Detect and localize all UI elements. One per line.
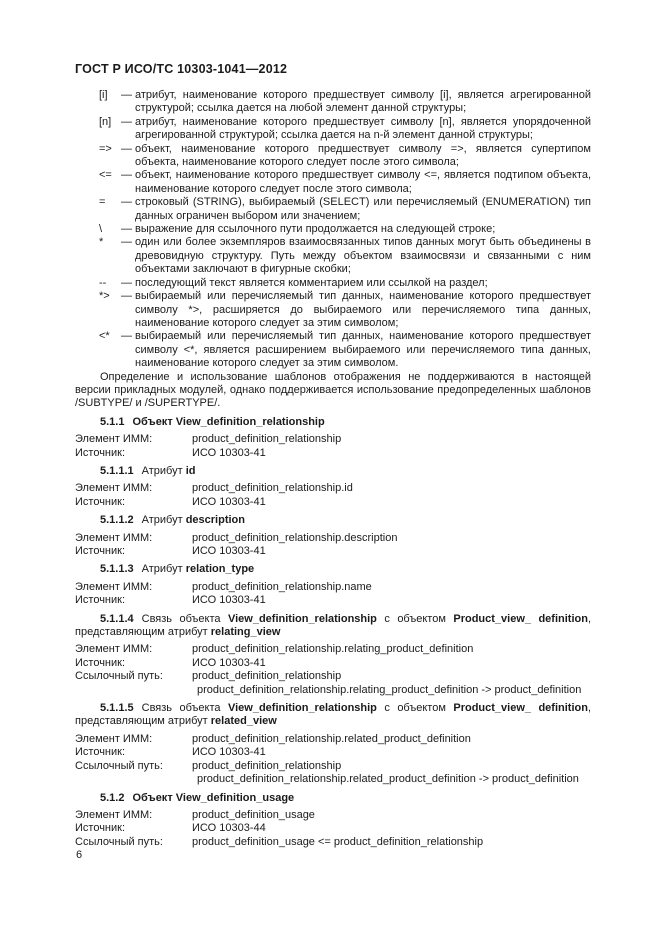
attribute-name: id [185,464,196,477]
reference-path-label: Ссылочный путь: [75,759,163,772]
source-value: ИСО 10303-41 [192,495,266,508]
imm-value: product_definition_relationship.relating_product_definition [192,643,474,656]
imm-label: Элемент ИММ: [75,643,153,656]
heading-text: , представляющим атрибут [75,612,592,639]
symbol: \ [99,223,103,236]
page-content [75,62,591,849]
symbol: => [99,142,112,155]
heading-text: , представляющим атрибут [75,702,592,728]
source-row [75,657,591,670]
symbol: = [99,196,106,209]
section-5-1-1-3 [75,563,591,607]
dash: — [121,196,132,209]
entity-name: View_definition_relationship [227,702,377,715]
attribute-name: related_view [210,715,277,728]
list-item [75,223,591,236]
section-heading [75,702,591,729]
imm-label: Элемент ИММ: [75,732,153,745]
list-item [75,330,591,370]
source-value: ИСО 10303-41 [192,746,266,759]
source-value: ИСО 10303-44 [192,822,266,835]
section-number: 5.1.1 [100,415,125,428]
section-number: 5.1.2 [100,791,125,804]
symbol: -- [99,276,107,289]
templates-paragraph: Определение и использование шаблонов отображения не поддерживаются в настоящей версии прикладных модулей, однако поддерживается использование предопределенных шаблонов /SUBTYPE/ и /SUPERTYPE/. [75,370,591,410]
list-item [75,196,591,223]
heading-text: Связь объекта [141,702,228,715]
symbol-description: объект, наименование которого предшествует символу <=, является подтипом объекта, наименование которого следует после этого символа; [135,169,591,195]
symbol-legend-list [75,89,591,371]
section-number: 5.1.1.5 [100,702,134,715]
imm-row [75,809,591,822]
list-item [75,236,591,276]
symbol-description: выражение для ссылочного пути продолжается на следующей строке; [135,223,496,236]
imm-row [75,532,591,545]
heading-text: Связь объекта [141,612,228,625]
section-heading [75,416,591,429]
reference-path-value [192,760,591,787]
dash: — [121,276,132,289]
source-label: Источник: [75,656,126,669]
section-kind: Атрибут [141,464,186,477]
dash: — [121,290,132,303]
attribute-name: relation_type [185,563,255,576]
symbol: <* [99,330,110,343]
source-label: Источник: [75,594,126,607]
reference-path-row [75,836,591,849]
attribute-name: description [185,514,245,527]
dash: — [121,142,132,155]
reference-path-line: product_definition_relationship.related_product_definition -> product_definition [197,773,579,786]
section-heading [75,613,591,640]
source-value: ИСО 10303-41 [192,656,266,669]
imm-row [75,581,591,594]
attribute-name: relating_view [210,626,281,639]
list-item [75,89,591,116]
symbol-description: выбираемый или перечисляемый тип данных, наименование которого предшествует символу *>, расширяется до выбираемого или перечисляемого типа данных, наименование которого следует за этим символом; [135,290,591,329]
source-value: ИСО 10303-41 [192,545,266,557]
section-number: 5.1.1.3 [100,563,134,576]
imm-value: product_definition_relationship.related_product_definition [192,732,471,745]
symbol-description: атрибут, наименование которого предшествует символу [i], является агрегированной структурой; ссылка дается на любой элемент данной структуры; [135,89,591,115]
source-label: Источник: [75,822,126,835]
imm-value: product_definition_relationship.description [192,531,398,544]
dash: — [121,236,132,249]
entity-name: Product_view_ definition [453,612,588,625]
source-label: Источник: [75,495,126,508]
imm-value: product_definition_relationship.name [192,580,372,593]
imm-label: Элемент ИММ: [75,580,153,593]
imm-label: Элемент ИММ: [75,433,153,446]
source-row [75,447,591,460]
reference-path-row [75,670,591,697]
heading-text: с объектом [376,702,454,715]
reference-path-row [75,760,591,787]
section-5-1-1-1 [75,465,591,509]
imm-label: Элемент ИММ: [75,482,153,495]
section-kind: Атрибут [141,514,186,527]
dash: — [121,169,132,182]
source-label: Источник: [75,446,126,459]
reference-path-line: product_definition_usage <= product_definition_relationship [192,835,484,848]
source-row [75,594,591,607]
section-5-1-1-2 [75,514,591,558]
entity-name: View_definition_relationship [175,415,325,428]
section-kind: Объект [132,791,176,804]
source-label: Источник: [75,746,126,759]
entity-name: Product_view_ definition [453,702,588,715]
document-header: ГОСТ Р ИСО/ТС 10303-1041—2012 [75,62,288,76]
imm-value: product_definition_usage [192,808,315,821]
reference-path-value [192,836,591,849]
symbol-description: строковый (STRING), выбираемый (SELECT) или перечисляемый (ENUMERATION) тип данных ограничен выбором или значением; [135,196,591,222]
imm-label: Элемент ИММ: [75,808,153,821]
source-value: ИСО 10303-41 [192,594,266,607]
source-label: Источник: [75,545,126,557]
entity-name: View_definition_relationship [227,612,377,625]
imm-row [75,482,591,495]
reference-path-value [192,670,591,697]
section-heading [75,792,591,805]
source-row [75,746,591,759]
imm-row [75,433,591,446]
source-value: ИСО 10303-41 [192,446,266,459]
list-item [75,169,591,196]
symbol: <= [99,169,112,182]
symbol-description: объект, наименование которого предшествует символу =>, является супертипом объекта, наименование которого следует после этого символа; [135,142,591,169]
symbol: [i] [99,89,108,101]
dash: — [121,330,132,343]
list-item [75,116,591,143]
section-heading [75,465,591,478]
symbol-description: последующий текст является комментарием или ссылкой на раздел; [135,276,488,289]
imm-value: product_definition_relationship [192,433,342,446]
section-kind: Объект [132,415,176,428]
reference-path-label: Ссылочный путь: [75,835,163,848]
heading-text: с объектом [376,612,454,625]
dash: — [121,223,132,236]
dash: — [121,115,132,128]
page-number: 6 [76,849,83,861]
symbol-description: выбираемый или перечисляемый тип данных, наименование которого предшествует символу <*, является расширением выбираемого или перечисляемого типа данных, наименование которого следует за этим символом. [135,330,591,370]
source-row [75,496,591,509]
list-item [75,277,591,290]
imm-row [75,733,591,746]
section-heading [75,514,591,527]
entity-name: View_definition_usage [175,791,295,804]
reference-path-line: product_definition_relationship.relating_product_definition -> product_definition [197,683,582,696]
reference-path-line: product_definition_relationship [192,670,342,683]
list-item [75,290,591,330]
imm-value: product_definition_relationship.id [192,482,353,495]
source-row [75,822,591,835]
list-item [75,143,591,170]
symbol: * [99,236,104,249]
source-row [75,545,591,558]
section-number: 5.1.1.1 [100,464,134,477]
reference-path-label: Ссылочный путь: [75,670,163,683]
imm-label: Элемент ИММ: [75,531,153,544]
section-5-1-2 [75,792,591,850]
reference-path-line: product_definition_relationship [192,759,342,772]
dash: — [121,89,132,101]
symbol-description: атрибут, наименование которого предшествует символу [n], является упорядоченной агрегированной структурой; ссылка дается на n-й элемент данной структуры; [135,115,591,142]
symbol-description: один или более экземпляров взаимосвязанных типов данных могут быть объединены в древовидную структуру. Путь между объектом взаимосвязи и связанными с ним объектами заключают в фигурные скобки; [135,236,591,276]
section-5-1-1-5 [75,702,591,786]
section-kind: Атрибут [141,563,186,576]
section-number: 5.1.1.2 [100,514,134,527]
section-5-1-1 [75,416,591,460]
symbol: [n] [99,115,112,128]
section-5-1-1-4 [75,613,591,697]
imm-row [75,643,591,656]
symbol: *> [99,290,110,303]
section-heading [75,563,591,576]
section-number: 5.1.1.4 [100,612,134,625]
